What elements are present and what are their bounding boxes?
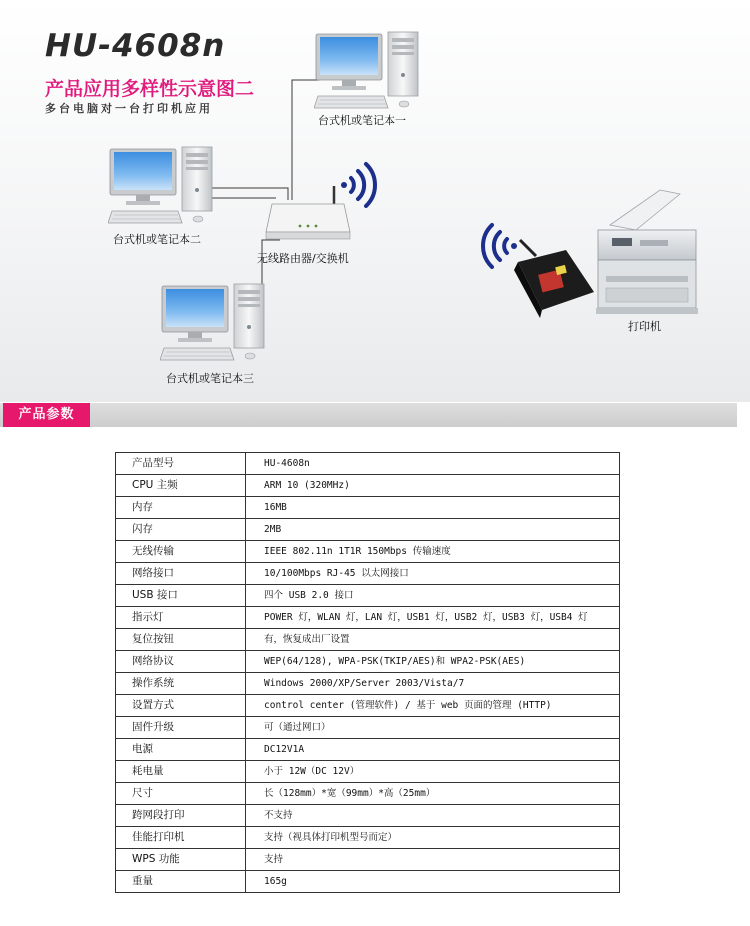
spec-row (116, 783, 620, 805)
spec-value: 可（通过网口） (246, 717, 620, 739)
spec-row (116, 739, 620, 761)
spec-row (116, 827, 620, 849)
diagram-subtitle: 产品应用多样性示意图二 (45, 78, 255, 100)
spec-row (116, 607, 620, 629)
spec-key: 固件升级 (116, 717, 246, 739)
spec-key: 重量 (116, 871, 246, 893)
spec-key: 耗电量 (116, 761, 246, 783)
spec-value: POWER 灯，WLAN 灯，LAN 灯，USB1 灯，USB2 灯，USB3 灯，USB4 灯 (246, 607, 620, 629)
product-model-title: HU-4608n (45, 28, 226, 64)
spec-row (116, 673, 620, 695)
spec-row (116, 453, 620, 475)
spec-table-body (116, 453, 620, 893)
spec-row (116, 871, 620, 893)
spec-row (116, 849, 620, 871)
section-title-tag: 产品参数 (3, 403, 90, 427)
pc-two-label: 台式机或笔记本二 (113, 233, 201, 246)
spec-key: 指示灯 (116, 607, 246, 629)
printer-illustration (596, 190, 698, 314)
spec-value: IEEE 802.11n 1T1R 150Mbps 传输速度 (246, 541, 620, 563)
spec-key: 复位按钮 (116, 629, 246, 651)
spec-row (116, 629, 620, 651)
spec-value: DC12V1A (246, 739, 620, 761)
spec-value: Windows 2000/XP/Server 2003/Vista/7 (246, 673, 620, 695)
spec-value: 2MB (246, 519, 620, 541)
spec-key: 产品型号 (116, 453, 246, 475)
spec-value: ARM 10 (320MHz) (246, 475, 620, 497)
spec-key: 网络协议 (116, 651, 246, 673)
spec-key: 佳能打印机 (116, 827, 246, 849)
spec-key: USB 接口 (116, 585, 246, 607)
spec-row (116, 585, 620, 607)
spec-row (116, 695, 620, 717)
spec-value: 小于 12W（DC 12V） (246, 761, 620, 783)
pc-one-illustration (314, 32, 418, 108)
section-header-band (0, 403, 737, 427)
pc-one-label: 台式机或笔记本一 (318, 114, 406, 127)
diagram-caption: 多台电脑对一台打印机应用 (45, 102, 213, 115)
spec-value: 不支持 (246, 805, 620, 827)
spec-value: control center (管理软件) / 基于 web 页面的管理 (HTTP) (246, 695, 620, 717)
spec-value: HU-4608n (246, 453, 620, 475)
spec-row (116, 761, 620, 783)
spec-row (116, 805, 620, 827)
spec-key: 闪存 (116, 519, 246, 541)
spec-value: 16MB (246, 497, 620, 519)
spec-key: WPS 功能 (116, 849, 246, 871)
spec-row (116, 541, 620, 563)
application-diagram (0, 0, 750, 402)
spec-key: 跨网段打印 (116, 805, 246, 827)
pc-three-illustration (160, 284, 264, 360)
spec-row (116, 497, 620, 519)
pc-three-label: 台式机或笔记本三 (166, 372, 254, 385)
spec-row (116, 475, 620, 497)
spec-row (116, 563, 620, 585)
router-label: 无线路由器/交换机 (257, 252, 349, 265)
router-illustration (266, 186, 350, 239)
spec-key: 网络接口 (116, 563, 246, 585)
spec-value: 四个 USB 2.0 接口 (246, 585, 620, 607)
spec-value: WEP(64/128), WPA-PSK(TKIP/AES)和 WPA2-PSK(AES) (246, 651, 620, 673)
spec-value: 支持 (246, 849, 620, 871)
spec-key: 内存 (116, 497, 246, 519)
spec-key: CPU 主频 (116, 475, 246, 497)
printer-label: 打印机 (628, 320, 661, 333)
spec-row (116, 651, 620, 673)
spec-key: 操作系统 (116, 673, 246, 695)
spec-table (115, 452, 620, 893)
print-server-illustration (514, 240, 594, 318)
router-wifi-signal-icon (341, 164, 375, 206)
spec-value: 10/100Mbps RJ-45 以太网接口 (246, 563, 620, 585)
spec-key: 尺寸 (116, 783, 246, 805)
spec-key: 电源 (116, 739, 246, 761)
spec-key: 无线传输 (116, 541, 246, 563)
printer-wifi-signal-icon (483, 225, 517, 267)
pc-two-illustration (108, 147, 212, 223)
spec-value: 支持（视具体打印机型号而定） (246, 827, 620, 849)
spec-value: 有，恢复成出厂设置 (246, 629, 620, 651)
spec-key: 设置方式 (116, 695, 246, 717)
spec-value: 长（128mm）*宽（99mm）*高（25mm） (246, 783, 620, 805)
spec-row (116, 519, 620, 541)
spec-row (116, 717, 620, 739)
spec-value: 165g (246, 871, 620, 893)
